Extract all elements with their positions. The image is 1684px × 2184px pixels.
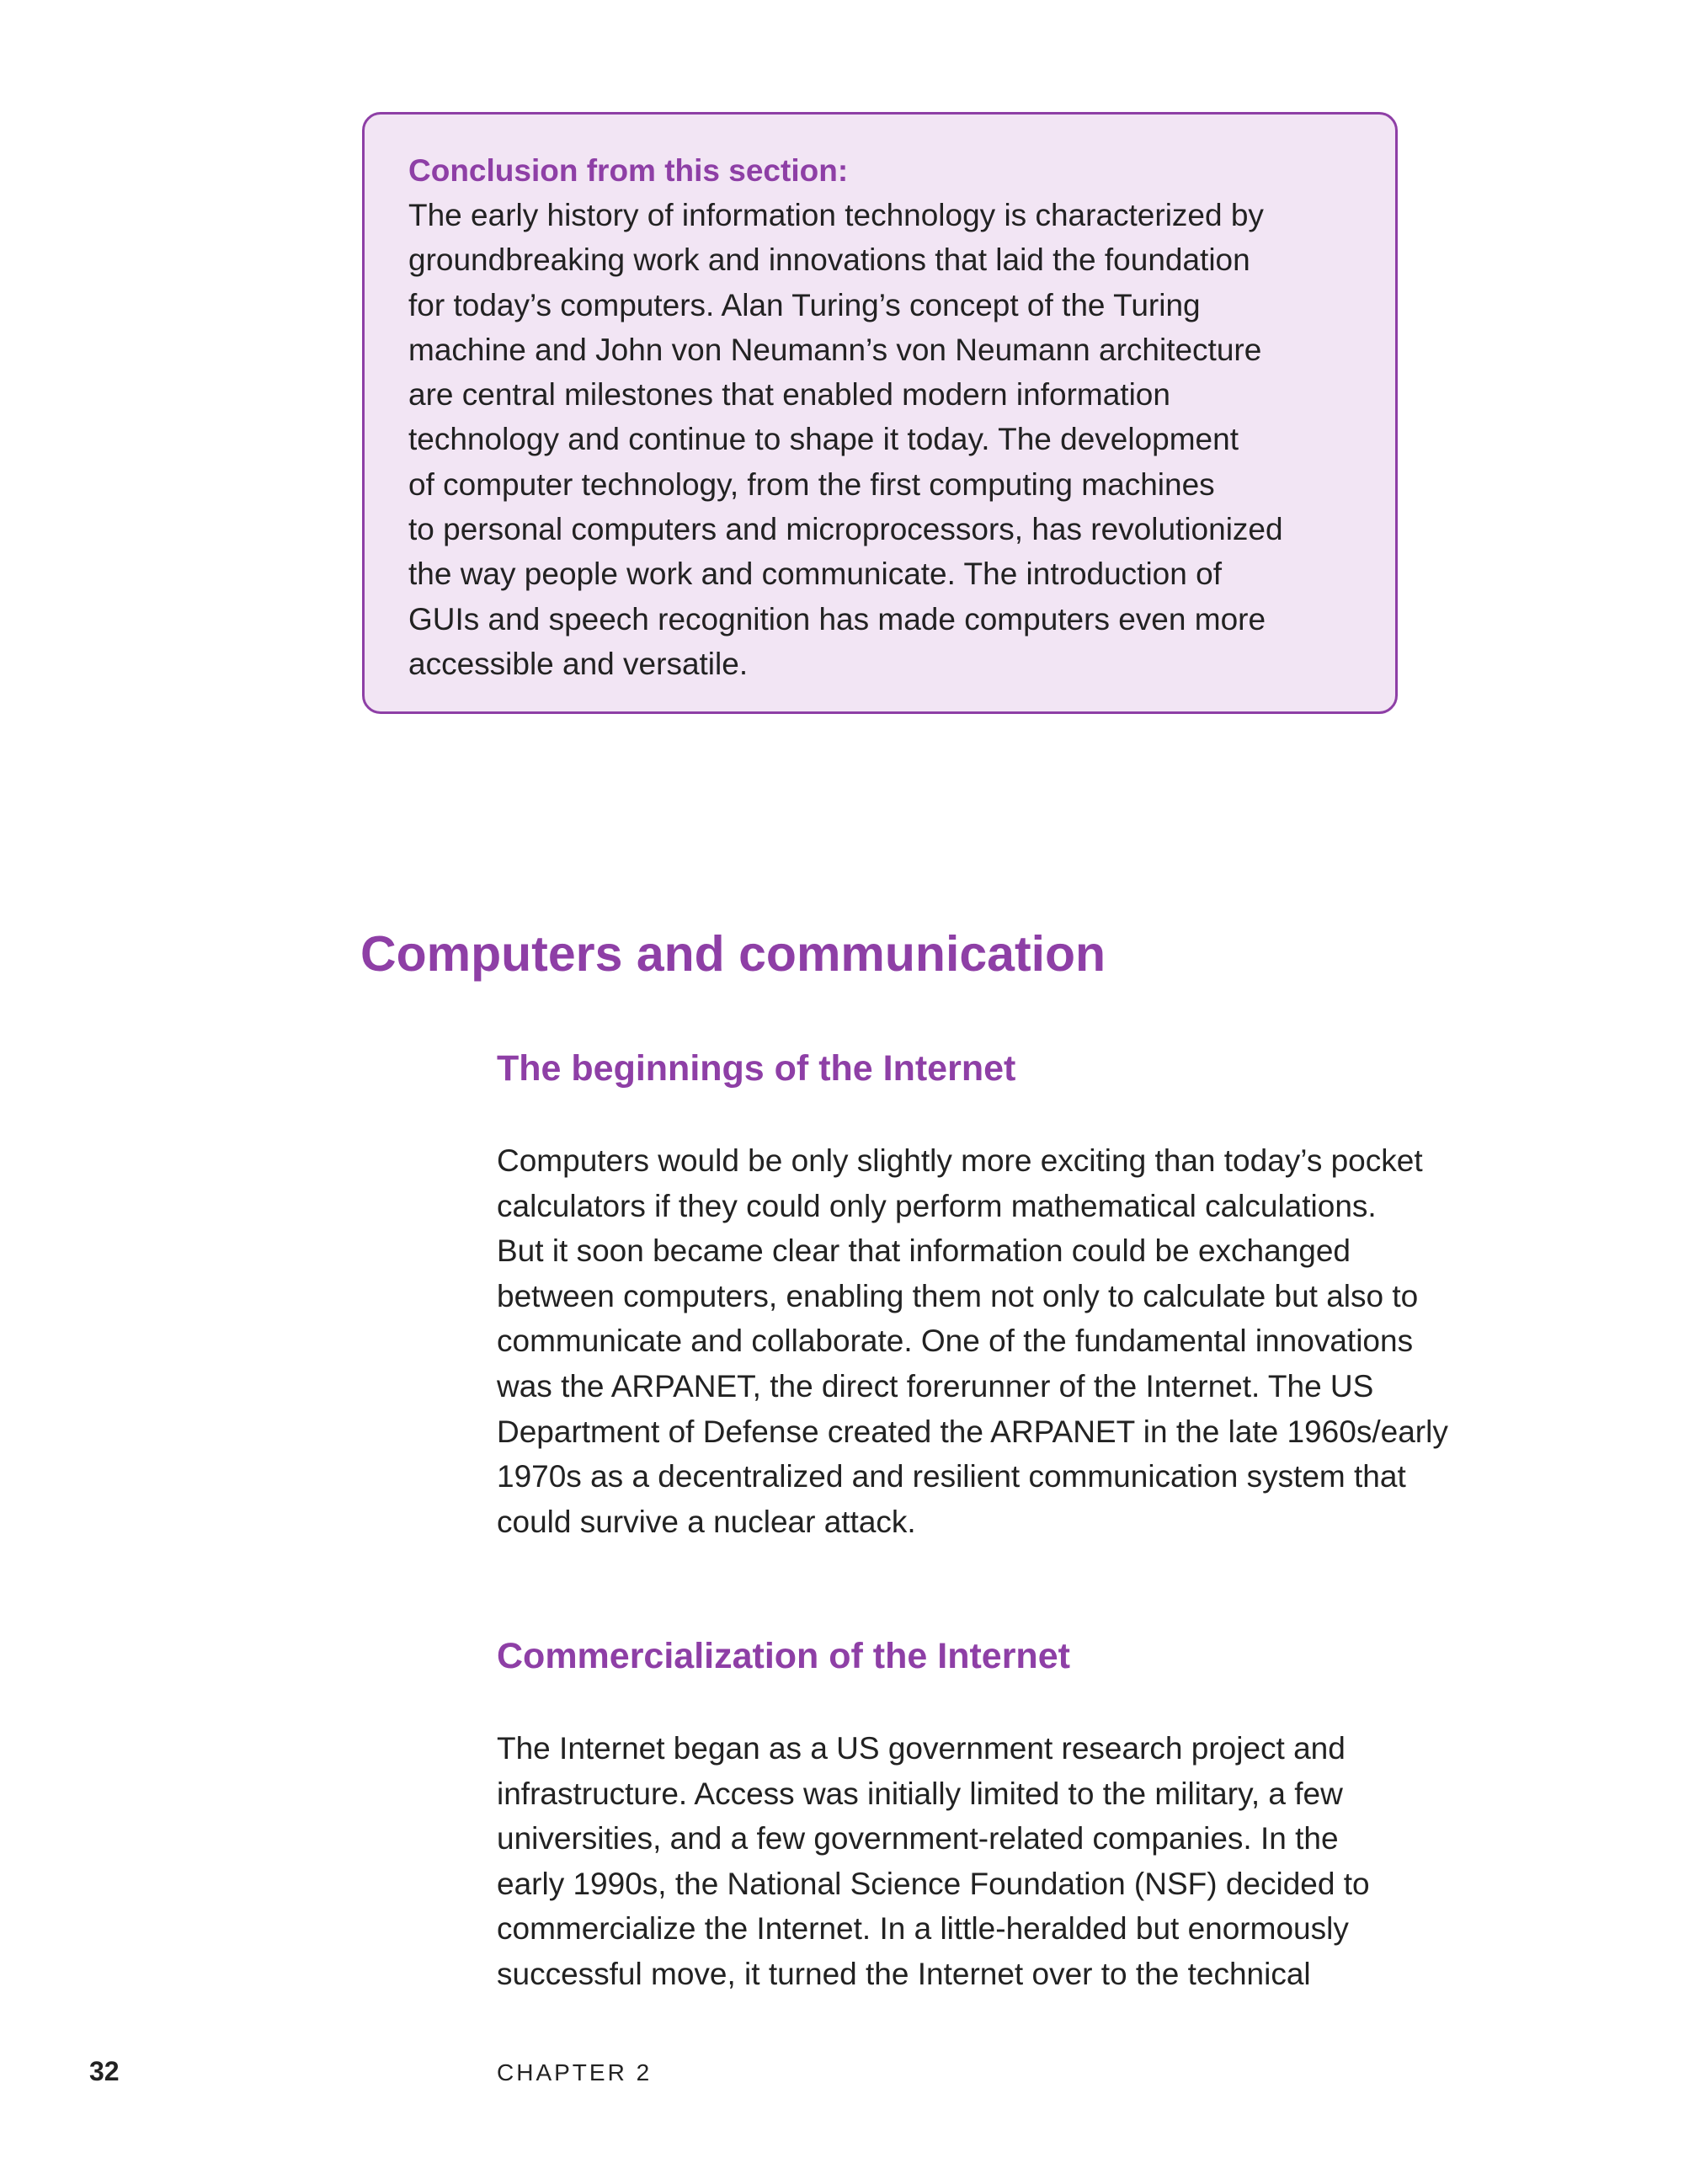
callout-line: are central milestones that enabled modern information — [408, 377, 1170, 413]
conclusion-callout-box — [362, 112, 1398, 714]
paragraph-line: early 1990s, the National Science Foundation (NSF) decided to — [497, 1866, 1370, 1901]
section-heading: Computers and communication — [360, 926, 1106, 982]
callout-line: accessible and versatile. — [408, 646, 749, 681]
callout-line: technology and continue to shape it today. The development — [408, 422, 1239, 457]
subsection-heading-internet-beginnings: The beginnings of the Internet — [497, 1048, 1016, 1089]
callout-line: to personal computers and microprocessors, has revolutionized — [408, 512, 1283, 547]
callout-line: of computer technology, from the first computing machines — [408, 466, 1215, 502]
page-number: 32 — [89, 2056, 120, 2086]
callout-line: GUIs and speech recognition has made computers even more — [408, 601, 1266, 637]
callout-body — [408, 193, 1362, 686]
paragraph-line: Computers would be only slightly more exciting than today’s pocket — [497, 1143, 1423, 1178]
paragraph-line: Department of Defense created the ARPANET in the late 1960s/early — [497, 1414, 1448, 1449]
paragraph-line: communicate and collaborate. One of the fundamental innovations — [497, 1324, 1414, 1359]
paragraph-line: between computers, enabling them not only to calculate but also to — [497, 1278, 1419, 1313]
paragraph-line: could survive a nuclear attack. — [497, 1504, 916, 1539]
paragraph-line: infrastructure. Access was initially limited to the military, a few — [497, 1776, 1343, 1811]
paragraph-line: But it soon became clear that information could be exchanged — [497, 1233, 1351, 1269]
callout-line: the way people work and communicate. The introduction of — [408, 557, 1222, 592]
running-footer-chapter: CHAPTER 2 — [497, 2059, 653, 2085]
paragraph-line: calculators if they could only perform mathematical calculations. — [497, 1188, 1377, 1223]
callout-title: Conclusion from this section: — [408, 153, 849, 188]
paragraph-internet-beginnings — [497, 1138, 1507, 1544]
callout-line: groundbreaking work and innovations that laid the foundation — [408, 242, 1250, 278]
paragraph-line: commercialize the Internet. In a little-heralded but enormously — [497, 1911, 1349, 1947]
callout-line: machine and John von Neumann’s von Neumann architecture — [408, 332, 1262, 367]
paragraph-line: was the ARPANET, the direct forerunner of the Internet. The US — [497, 1368, 1374, 1404]
paragraph-line: universities, and a few government-related companies. In the — [497, 1821, 1339, 1856]
paragraph-line: The Internet began as a US government research project and — [497, 1731, 1346, 1766]
paragraph-line: successful move, it turned the Internet over to the technical — [497, 1956, 1311, 1991]
subsection-heading-commercialization: Commercialization of the Internet — [497, 1636, 1070, 1676]
callout-line: The early history of information technology is characterized by — [408, 198, 1264, 232]
paragraph-commercialization — [497, 1726, 1507, 1997]
callout-line: for today’s computers. Alan Turing’s concept of the Turing — [408, 287, 1201, 322]
paragraph-line: 1970s as a decentralized and resilient communication system that — [497, 1459, 1406, 1494]
